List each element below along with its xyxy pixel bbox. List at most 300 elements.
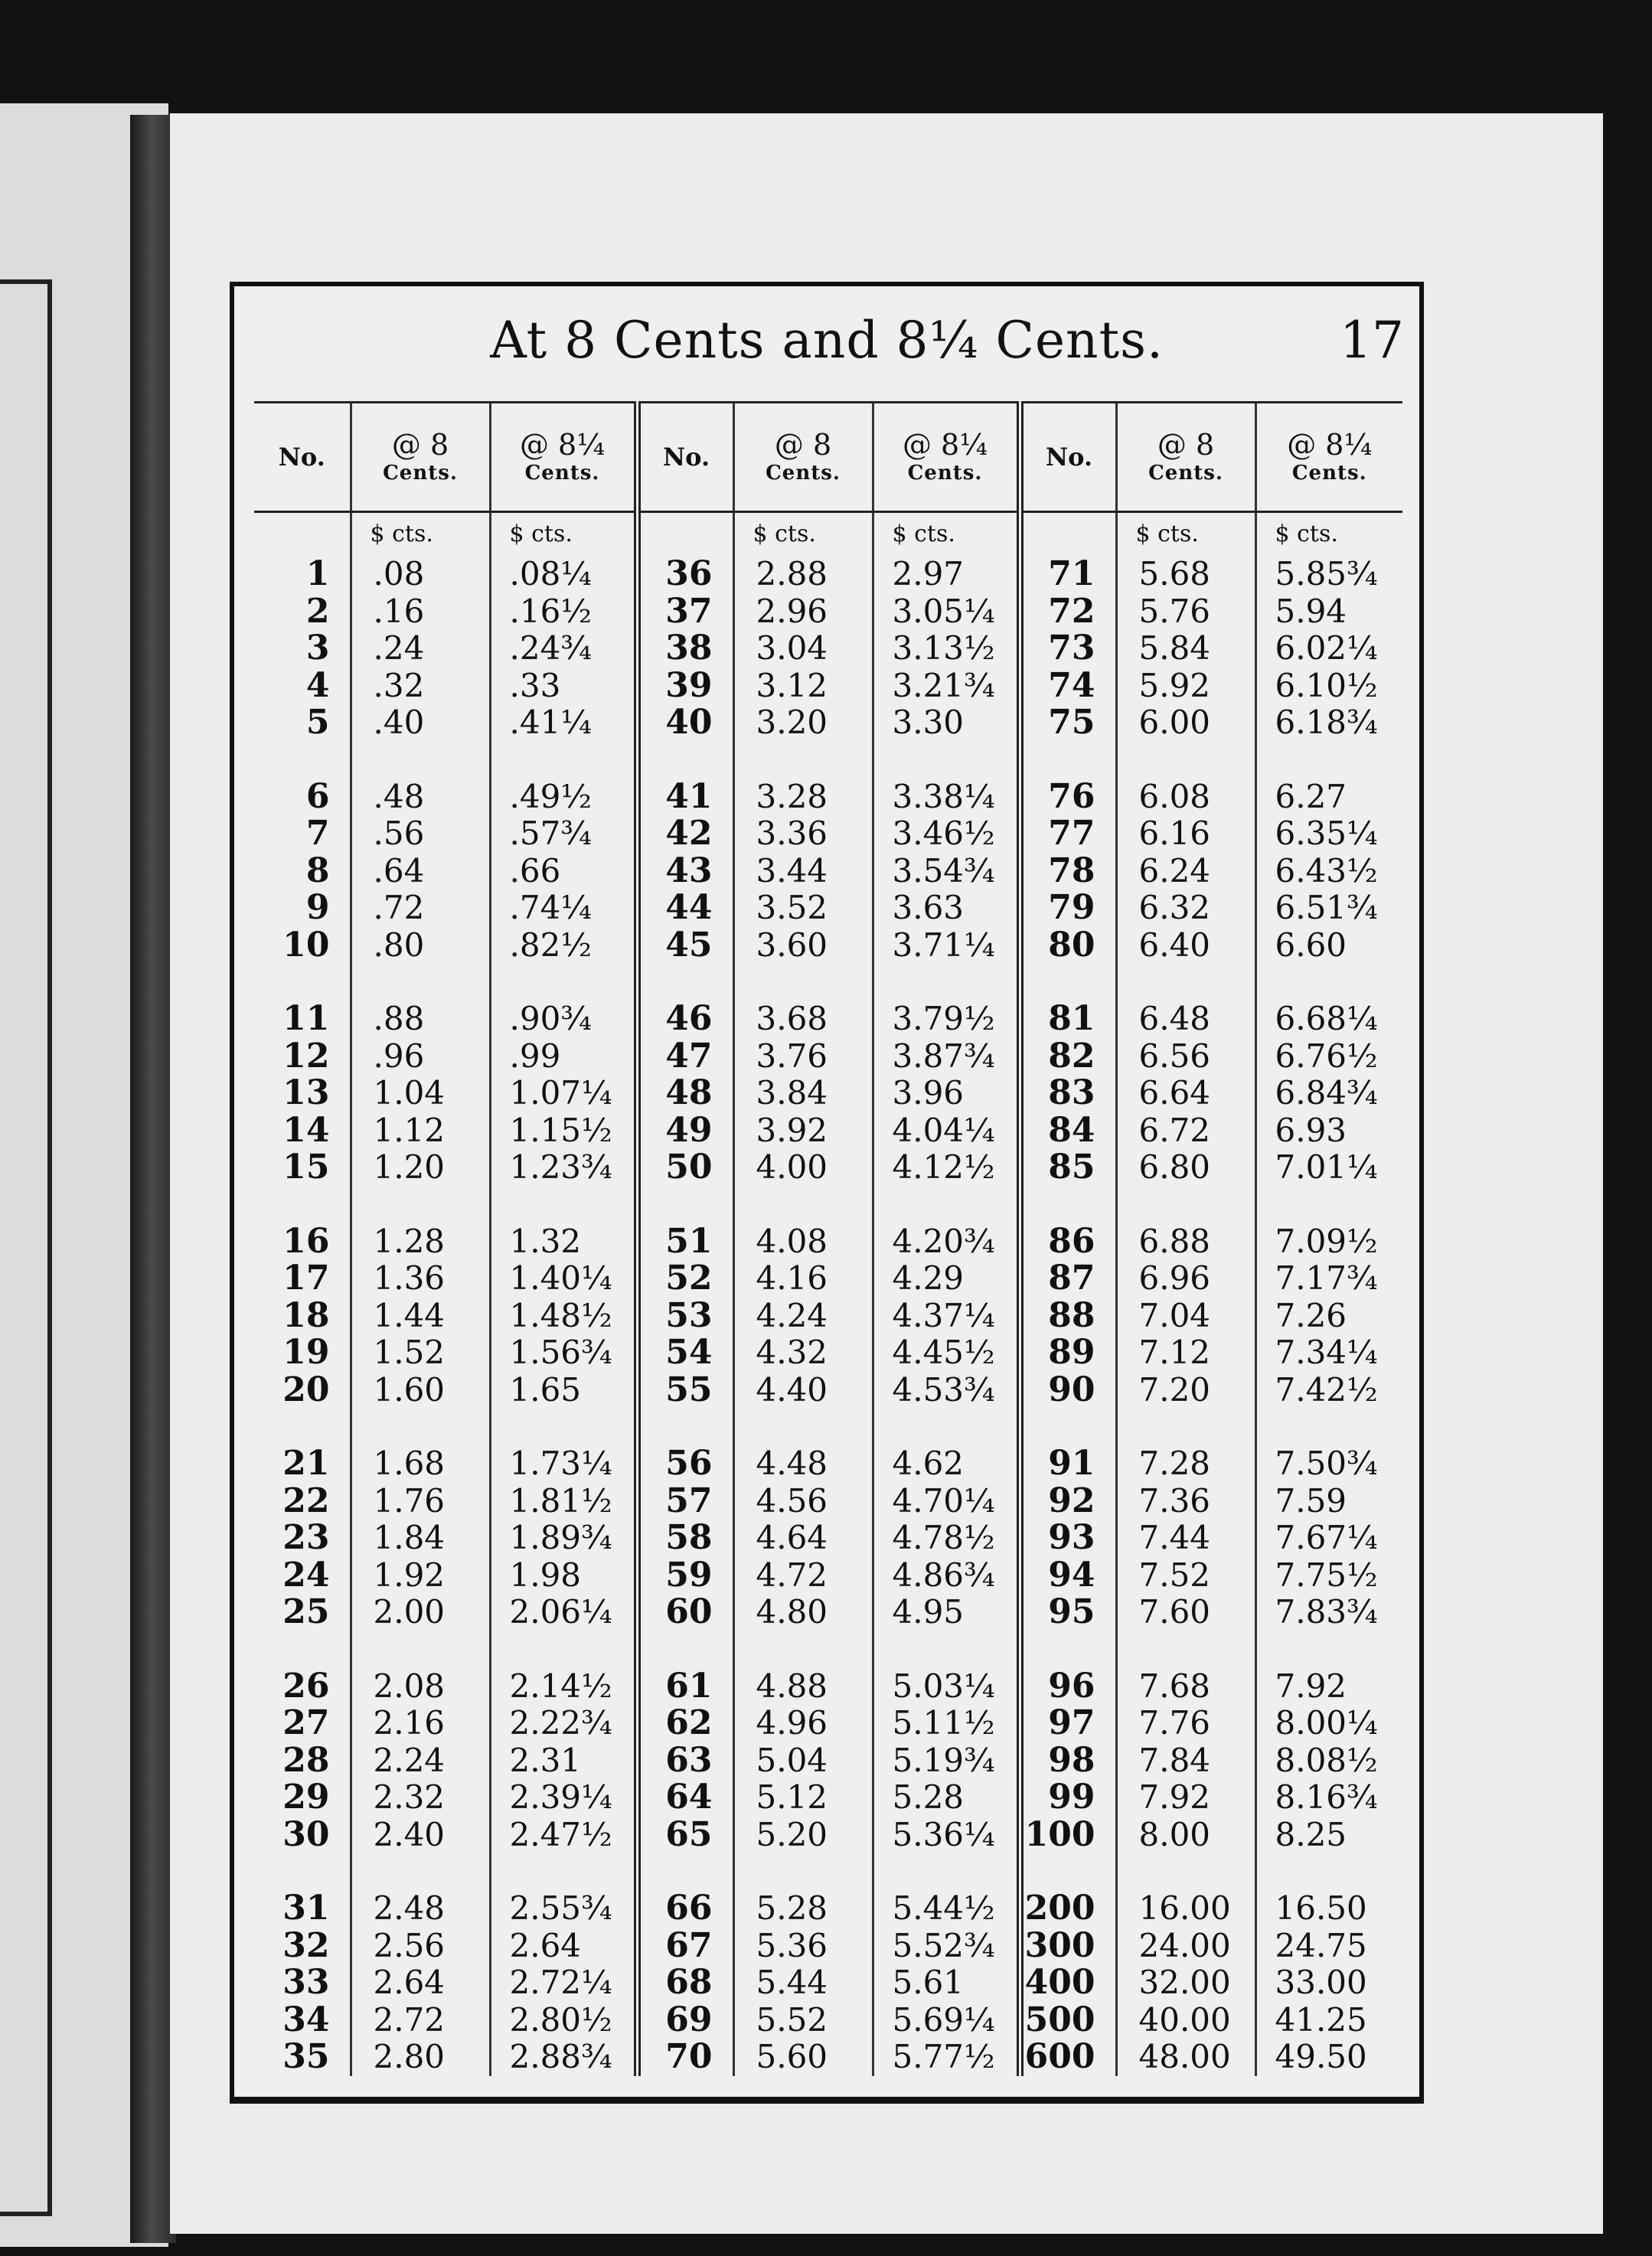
price-8-cell: 5.76 bbox=[1116, 593, 1255, 631]
price-8-cell: .16 bbox=[351, 593, 490, 631]
price-8-cell: .64 bbox=[351, 853, 490, 890]
price-8-quarter-cell: 3.05¼ bbox=[873, 593, 1020, 631]
group-spacer bbox=[254, 1853, 1402, 1890]
price-8-cell: 2.40 bbox=[351, 1817, 490, 1854]
spacer-cell bbox=[733, 1853, 873, 1890]
price-8-quarter-cell: 4.37¼ bbox=[873, 1298, 1020, 1335]
price-8-cell: 48.00 bbox=[1116, 2039, 1255, 2076]
table-row bbox=[254, 1964, 1402, 2002]
price-8-cell: 4.08 bbox=[733, 1223, 873, 1261]
spacer-cell bbox=[733, 742, 873, 779]
price-8-cell: 5.52 bbox=[733, 2002, 873, 2039]
units-label: $ cts. bbox=[490, 512, 637, 557]
table-row bbox=[254, 1001, 1402, 1038]
table-row bbox=[254, 1742, 1402, 1780]
quantity-cell: 2 bbox=[305, 591, 330, 631]
quantity-cell: 33 bbox=[282, 1963, 330, 2003]
quantity-cell: 42 bbox=[637, 815, 733, 853]
price-8-cell: 1.44 bbox=[351, 1298, 490, 1335]
spacer-cell bbox=[1020, 1409, 1116, 1445]
price-8-quarter-cell: 2.06¼ bbox=[490, 1594, 637, 1631]
table-row bbox=[254, 815, 1402, 853]
price-8-cell: 5.28 bbox=[733, 1890, 873, 1928]
quantity-cell: 1 bbox=[305, 554, 330, 594]
price-8-cell: 3.60 bbox=[733, 927, 873, 965]
spacer-cell bbox=[254, 1853, 351, 1890]
price-8-cell: 6.32 bbox=[1116, 890, 1255, 927]
price-8-quarter-cell: 1.40¼ bbox=[490, 1260, 637, 1298]
table-row bbox=[254, 1890, 1402, 1928]
quantity-cell: 85 bbox=[1020, 1149, 1116, 1187]
price-8-cell: .40 bbox=[351, 704, 490, 742]
quantity-cell: 87 bbox=[1020, 1260, 1116, 1298]
price-8-cell: 2.96 bbox=[733, 593, 873, 631]
spacer-cell bbox=[873, 964, 1020, 1001]
price-8-quarter-cell: .99 bbox=[490, 1038, 637, 1076]
price-8-cell: .24 bbox=[351, 630, 490, 668]
quantity-cell: 79 bbox=[1020, 890, 1116, 927]
price-8-quarter-cell: 8.08½ bbox=[1255, 1742, 1402, 1780]
price-8-cell: 4.88 bbox=[733, 1668, 873, 1706]
table-row bbox=[254, 1594, 1402, 1631]
price-8-quarter-cell: 6.43½ bbox=[1255, 853, 1402, 890]
price-8-quarter-cell: 7.67¼ bbox=[1255, 1520, 1402, 1557]
table-row bbox=[254, 853, 1402, 890]
price-8-quarter-cell: .74¼ bbox=[490, 890, 637, 927]
quantity-cell: 54 bbox=[637, 1334, 733, 1372]
quantity-cell: 66 bbox=[637, 1890, 733, 1928]
header-rate-label: @ 8¼ bbox=[1287, 428, 1373, 462]
price-8-quarter-cell: 1.32 bbox=[490, 1223, 637, 1261]
quantity-cell: 15 bbox=[282, 1148, 330, 1187]
units-label: $ cts. bbox=[873, 512, 1020, 557]
quantity-cell: 65 bbox=[637, 1817, 733, 1854]
quantity-cell: 45 bbox=[637, 927, 733, 965]
price-8-quarter-cell: 8.00¼ bbox=[1255, 1705, 1402, 1742]
price-8-quarter-cell: 1.81½ bbox=[490, 1483, 637, 1520]
price-8-quarter-cell: 3.71¼ bbox=[873, 927, 1020, 965]
price-8-cell: 3.84 bbox=[733, 1075, 873, 1112]
price-8-quarter-cell: 1.73¼ bbox=[490, 1445, 637, 1483]
quantity-cell: 48 bbox=[637, 1075, 733, 1112]
quantity-cell: 69 bbox=[637, 2002, 733, 2039]
price-8-quarter-cell: 24.75 bbox=[1255, 1928, 1402, 1965]
table-row bbox=[254, 1928, 1402, 1965]
header-rate-label: @ 8¼ bbox=[902, 428, 988, 462]
spacer-cell bbox=[873, 742, 1020, 779]
price-8-cell: 16.00 bbox=[1116, 1890, 1255, 1928]
quantity-cell: 37 bbox=[637, 593, 733, 631]
spacer-cell bbox=[351, 1853, 490, 1890]
quantity-cell: 36 bbox=[637, 556, 733, 593]
group-spacer bbox=[254, 1409, 1402, 1445]
price-8-cell: 1.52 bbox=[351, 1334, 490, 1372]
price-8-quarter-cell: 7.75½ bbox=[1255, 1557, 1402, 1595]
price-8-cell: 2.08 bbox=[351, 1668, 490, 1706]
price-8-quarter-cell: 2.47½ bbox=[490, 1817, 637, 1854]
quantity-cell: 58 bbox=[637, 1520, 733, 1557]
table-row bbox=[254, 1557, 1402, 1595]
quantity-cell: 26 bbox=[282, 1666, 330, 1706]
price-8-cell: .80 bbox=[351, 927, 490, 965]
quantity-cell: 96 bbox=[1020, 1668, 1116, 1706]
quantity-cell: 95 bbox=[1020, 1594, 1116, 1631]
quantity-cell: 51 bbox=[637, 1223, 733, 1261]
price-8-quarter-cell: 1.23¾ bbox=[490, 1149, 637, 1187]
quantity-cell: 44 bbox=[637, 890, 733, 927]
header-unit-label: Cents. bbox=[524, 461, 600, 485]
price-8-quarter-cell: 6.60 bbox=[1255, 927, 1402, 965]
price-8-cell: 1.60 bbox=[351, 1372, 490, 1409]
price-8-quarter-cell: 6.84¾ bbox=[1255, 1075, 1402, 1112]
quantity-cell: 25 bbox=[282, 1592, 330, 1632]
table-row bbox=[254, 1223, 1402, 1261]
price-8-quarter-cell: .49½ bbox=[490, 779, 637, 816]
price-8-cell: .48 bbox=[351, 779, 490, 816]
price-8-cell: .72 bbox=[351, 890, 490, 927]
quantity-cell: 75 bbox=[1020, 704, 1116, 742]
price-8-quarter-cell: .66 bbox=[490, 853, 637, 890]
spacer-cell bbox=[254, 1187, 351, 1223]
price-8-cell: 3.52 bbox=[733, 890, 873, 927]
price-8-quarter-cell: 2.14½ bbox=[490, 1668, 637, 1706]
header-rate-label: @ 8 bbox=[391, 428, 449, 462]
price-8-quarter-cell: 4.45½ bbox=[873, 1334, 1020, 1372]
price-8-quarter-cell: 1.15½ bbox=[490, 1112, 637, 1150]
spacer-cell bbox=[351, 1631, 490, 1668]
table-frame bbox=[230, 282, 1424, 2104]
price-8-quarter-cell: 7.83¾ bbox=[1255, 1594, 1402, 1631]
price-8-quarter-cell: 4.20¾ bbox=[873, 1223, 1020, 1261]
quantity-cell: 300 bbox=[1020, 1928, 1116, 1965]
spacer-cell bbox=[637, 1853, 733, 1890]
price-8-cell: 24.00 bbox=[1116, 1928, 1255, 1965]
spacer-cell bbox=[490, 1187, 637, 1223]
price-8-cell: .96 bbox=[351, 1038, 490, 1076]
units-label: $ cts. bbox=[733, 512, 873, 557]
table-row bbox=[254, 1817, 1402, 1854]
price-8-quarter-cell: 6.10½ bbox=[1255, 668, 1402, 705]
price-8-quarter-cell: 33.00 bbox=[1255, 1964, 1402, 2002]
header-rate-label: @ 8 bbox=[1157, 428, 1215, 462]
quantity-cell: 94 bbox=[1020, 1557, 1116, 1595]
price-8-quarter-cell: .08¼ bbox=[490, 556, 637, 593]
quantity-cell: 35 bbox=[282, 2037, 330, 2077]
quantity-cell: 80 bbox=[1020, 927, 1116, 965]
quantity-cell: 63 bbox=[637, 1742, 733, 1780]
price-8-cell: 1.36 bbox=[351, 1260, 490, 1298]
price-8-cell: 5.20 bbox=[733, 1817, 873, 1854]
price-8-cell: 4.48 bbox=[733, 1445, 873, 1483]
price-8-quarter-cell: 2.22¾ bbox=[490, 1705, 637, 1742]
spacer-cell bbox=[873, 1853, 1020, 1890]
quantity-cell: 3 bbox=[305, 628, 330, 668]
quantity-cell: 32 bbox=[282, 1925, 330, 1965]
price-8-cell: 5.12 bbox=[733, 1779, 873, 1817]
price-8-cell: 6.72 bbox=[1116, 1112, 1255, 1150]
spacer-cell bbox=[1020, 964, 1116, 1001]
price-8-quarter-cell: 5.94 bbox=[1255, 593, 1402, 631]
header-unit-label: Cents. bbox=[1148, 461, 1223, 485]
price-8-quarter-cell: 3.13½ bbox=[873, 630, 1020, 668]
price-8-quarter-cell: 49.50 bbox=[1255, 2039, 1402, 2076]
header-no-1: No. bbox=[254, 403, 351, 512]
quantity-cell: 92 bbox=[1020, 1483, 1116, 1520]
quantity-cell: 400 bbox=[1020, 1964, 1116, 2002]
price-8-quarter-cell: 4.12½ bbox=[873, 1149, 1020, 1187]
units-blank bbox=[1020, 512, 1116, 557]
price-8-quarter-cell: 3.46½ bbox=[873, 815, 1020, 853]
price-8-cell: 7.52 bbox=[1116, 1557, 1255, 1595]
units-label: $ cts. bbox=[1116, 512, 1255, 557]
page-number: 17 bbox=[1340, 311, 1404, 370]
price-8-quarter-cell: 3.21¾ bbox=[873, 668, 1020, 705]
price-8-quarter-cell: 6.93 bbox=[1255, 1112, 1402, 1150]
price-8-quarter-cell: 4.95 bbox=[873, 1594, 1020, 1631]
quantity-cell: 52 bbox=[637, 1260, 733, 1298]
price-8-quarter-cell: 2.72¼ bbox=[490, 1964, 637, 2002]
quantity-cell: 61 bbox=[637, 1668, 733, 1706]
price-8-quarter-cell: 41.25 bbox=[1255, 2002, 1402, 2039]
quantity-cell: 34 bbox=[282, 2000, 330, 2039]
price-8-cell: 40.00 bbox=[1116, 2002, 1255, 2039]
price-8-cell: 6.96 bbox=[1116, 1260, 1255, 1298]
price-8-cell: .32 bbox=[351, 668, 490, 705]
price-8-quarter-cell: 8.16¾ bbox=[1255, 1779, 1402, 1817]
price-8-quarter-cell: 5.61 bbox=[873, 1964, 1020, 2002]
price-8-cell: 6.64 bbox=[1116, 1075, 1255, 1112]
quantity-cell: 10 bbox=[282, 925, 330, 965]
price-8-cell: 2.72 bbox=[351, 2002, 490, 2039]
price-8-cell: 7.60 bbox=[1116, 1594, 1255, 1631]
table-row bbox=[254, 1445, 1402, 1483]
spacer-cell bbox=[873, 1631, 1020, 1668]
group-spacer bbox=[254, 1187, 1402, 1223]
quantity-cell: 7 bbox=[305, 814, 330, 854]
spacer-cell bbox=[1020, 1187, 1116, 1223]
group-spacer bbox=[254, 964, 1402, 1001]
spacer-cell bbox=[637, 1187, 733, 1223]
price-8-quarter-cell: 6.76½ bbox=[1255, 1038, 1402, 1076]
table-row bbox=[254, 779, 1402, 816]
price-8-quarter-cell: 3.38¼ bbox=[873, 779, 1020, 816]
quantity-cell: 43 bbox=[637, 853, 733, 890]
price-8-cell: 4.40 bbox=[733, 1372, 873, 1409]
spacer-cell bbox=[1020, 1853, 1116, 1890]
units-label: $ cts. bbox=[1255, 512, 1402, 557]
spacer-cell bbox=[733, 1187, 873, 1223]
price-8-quarter-cell: 3.30 bbox=[873, 704, 1020, 742]
price-8-quarter-cell: 2.80½ bbox=[490, 2002, 637, 2039]
spacer-cell bbox=[254, 964, 351, 1001]
price-8-cell: 2.00 bbox=[351, 1594, 490, 1631]
price-8-quarter-cell: 7.34¼ bbox=[1255, 1334, 1402, 1372]
price-8-quarter-cell: .82½ bbox=[490, 927, 637, 965]
book-gutter bbox=[130, 115, 176, 2243]
spacer-cell bbox=[490, 1409, 637, 1445]
table-row bbox=[254, 890, 1402, 927]
price-8-quarter-cell: .33 bbox=[490, 668, 637, 705]
price-8-cell: 6.16 bbox=[1116, 815, 1255, 853]
price-8-cell: 6.08 bbox=[1116, 779, 1255, 816]
header-no-2: No. bbox=[637, 403, 733, 512]
price-8-quarter-cell: 6.02¼ bbox=[1255, 630, 1402, 668]
quantity-cell: 40 bbox=[637, 704, 733, 742]
price-8-cell: .08 bbox=[351, 556, 490, 593]
price-8-cell: 3.20 bbox=[733, 704, 873, 742]
quantity-cell: 76 bbox=[1020, 779, 1116, 816]
price-8-quarter-cell: 5.19¾ bbox=[873, 1742, 1020, 1780]
spacer-cell bbox=[1020, 1631, 1116, 1668]
quantity-cell: 17 bbox=[282, 1259, 330, 1298]
table-row bbox=[254, 1112, 1402, 1150]
spacer-cell bbox=[733, 964, 873, 1001]
price-8-cell: 6.88 bbox=[1116, 1223, 1255, 1261]
quantity-cell: 8 bbox=[305, 850, 330, 890]
table-row bbox=[254, 2039, 1402, 2076]
quantity-cell: 12 bbox=[282, 1036, 330, 1076]
price-8-quarter-cell: 2.97 bbox=[873, 556, 1020, 593]
spacer-cell bbox=[351, 1409, 490, 1445]
price-8-quarter-cell: 7.50¾ bbox=[1255, 1445, 1402, 1483]
price-8-quarter-cell: 2.39¼ bbox=[490, 1779, 637, 1817]
price-8-cell: 3.76 bbox=[733, 1038, 873, 1076]
units-blank bbox=[254, 512, 351, 557]
price-8-cell: 5.36 bbox=[733, 1928, 873, 1965]
price-8-quarter-cell: 2.31 bbox=[490, 1742, 637, 1780]
spacer-cell bbox=[1255, 742, 1402, 779]
price-8-cell: 7.20 bbox=[1116, 1372, 1255, 1409]
price-8-cell: 1.84 bbox=[351, 1520, 490, 1557]
spacer-cell bbox=[351, 964, 490, 1001]
price-8-cell: 5.60 bbox=[733, 2039, 873, 2076]
quantity-cell: 16 bbox=[282, 1221, 330, 1261]
price-8-quarter-cell: 7.42½ bbox=[1255, 1372, 1402, 1409]
quantity-cell: 27 bbox=[282, 1703, 330, 1743]
price-8-cell: 4.72 bbox=[733, 1557, 873, 1595]
price-8-quarter-cell: 2.88¾ bbox=[490, 2039, 637, 2076]
quantity-cell: 6 bbox=[305, 776, 330, 816]
table-row bbox=[254, 1075, 1402, 1112]
table-row bbox=[254, 1260, 1402, 1298]
price-8-cell: 2.56 bbox=[351, 1928, 490, 1965]
price-8-quarter-cell: 6.51¾ bbox=[1255, 890, 1402, 927]
quantity-cell: 98 bbox=[1020, 1742, 1116, 1780]
header-rate-8-quarter-3 bbox=[1255, 403, 1402, 512]
quantity-cell: 72 bbox=[1020, 593, 1116, 631]
quantity-cell: 31 bbox=[282, 1889, 330, 1928]
price-8-cell: 7.92 bbox=[1116, 1779, 1255, 1817]
table-row bbox=[254, 1038, 1402, 1076]
price-8-cell: 3.04 bbox=[733, 630, 873, 668]
price-8-cell: 6.56 bbox=[1116, 1038, 1255, 1076]
quantity-cell: 18 bbox=[282, 1295, 330, 1335]
group-spacer bbox=[254, 742, 1402, 779]
units-label: $ cts. bbox=[351, 512, 490, 557]
price-8-quarter-cell: 7.26 bbox=[1255, 1298, 1402, 1335]
quantity-cell: 500 bbox=[1020, 2002, 1116, 2039]
price-8-quarter-cell: .90¾ bbox=[490, 1001, 637, 1038]
price-8-cell: 4.80 bbox=[733, 1594, 873, 1631]
quantity-cell: 84 bbox=[1020, 1112, 1116, 1150]
spacer-cell bbox=[351, 742, 490, 779]
spacer-cell bbox=[351, 1187, 490, 1223]
quantity-cell: 57 bbox=[637, 1483, 733, 1520]
price-8-cell: 2.64 bbox=[351, 1964, 490, 2002]
price-8-quarter-cell: 5.77½ bbox=[873, 2039, 1020, 2076]
quantity-cell: 97 bbox=[1020, 1705, 1116, 1742]
price-8-quarter-cell: 8.25 bbox=[1255, 1817, 1402, 1854]
quantity-cell: 14 bbox=[282, 1110, 330, 1150]
book-page bbox=[170, 113, 1603, 2234]
price-8-cell: 7.84 bbox=[1116, 1742, 1255, 1780]
price-8-quarter-cell: 4.04¼ bbox=[873, 1112, 1020, 1150]
quantity-cell: 60 bbox=[637, 1594, 733, 1631]
price-table bbox=[254, 401, 1402, 2076]
price-8-quarter-cell: 7.59 bbox=[1255, 1483, 1402, 1520]
quantity-cell: 20 bbox=[282, 1370, 330, 1409]
previous-page-frame bbox=[0, 279, 52, 2216]
price-8-cell: .88 bbox=[351, 1001, 490, 1038]
table-row bbox=[254, 704, 1402, 742]
quantity-cell: 89 bbox=[1020, 1334, 1116, 1372]
price-8-quarter-cell: 4.70¼ bbox=[873, 1483, 1020, 1520]
quantity-cell: 21 bbox=[282, 1444, 330, 1484]
price-8-cell: 5.44 bbox=[733, 1964, 873, 2002]
price-8-quarter-cell: 5.36¼ bbox=[873, 1817, 1020, 1854]
price-8-cell: 7.04 bbox=[1116, 1298, 1255, 1335]
table-row bbox=[254, 1372, 1402, 1409]
price-8-cell: 5.84 bbox=[1116, 630, 1255, 668]
table-row bbox=[254, 1705, 1402, 1742]
quantity-cell: 71 bbox=[1020, 556, 1116, 593]
price-8-quarter-cell: 7.17¾ bbox=[1255, 1260, 1402, 1298]
quantity-cell: 78 bbox=[1020, 853, 1116, 890]
price-8-cell: 3.36 bbox=[733, 815, 873, 853]
quantity-cell: 91 bbox=[1020, 1445, 1116, 1483]
quantity-cell: 30 bbox=[282, 1814, 330, 1854]
price-8-quarter-cell: .24¾ bbox=[490, 630, 637, 668]
quantity-cell: 67 bbox=[637, 1928, 733, 1965]
price-8-cell: 6.80 bbox=[1116, 1149, 1255, 1187]
quantity-cell: 47 bbox=[637, 1038, 733, 1076]
price-8-cell: 3.28 bbox=[733, 779, 873, 816]
spacer-cell bbox=[1116, 964, 1255, 1001]
price-8-quarter-cell: 6.27 bbox=[1255, 779, 1402, 816]
price-8-quarter-cell: 3.63 bbox=[873, 890, 1020, 927]
price-8-quarter-cell: 3.54¾ bbox=[873, 853, 1020, 890]
spacer-cell bbox=[1116, 1187, 1255, 1223]
price-8-cell: 3.92 bbox=[733, 1112, 873, 1150]
quantity-cell: 83 bbox=[1020, 1075, 1116, 1112]
spacer-cell bbox=[637, 742, 733, 779]
price-8-cell: 7.68 bbox=[1116, 1668, 1255, 1706]
quantity-cell: 200 bbox=[1020, 1890, 1116, 1928]
price-8-quarter-cell: 1.56¾ bbox=[490, 1334, 637, 1372]
header-unit-label: Cents. bbox=[907, 461, 983, 485]
quantity-cell: 5 bbox=[305, 703, 330, 743]
quantity-cell: 90 bbox=[1020, 1372, 1116, 1409]
table-row bbox=[254, 630, 1402, 668]
price-8-cell: 3.68 bbox=[733, 1001, 873, 1038]
spacer-cell bbox=[637, 1409, 733, 1445]
spacer-cell bbox=[254, 742, 351, 779]
table-row bbox=[254, 593, 1402, 631]
price-table-wrap bbox=[254, 401, 1402, 2077]
quantity-cell: 64 bbox=[637, 1779, 733, 1817]
spacer-cell bbox=[490, 964, 637, 1001]
price-8-cell: 5.68 bbox=[1116, 556, 1255, 593]
